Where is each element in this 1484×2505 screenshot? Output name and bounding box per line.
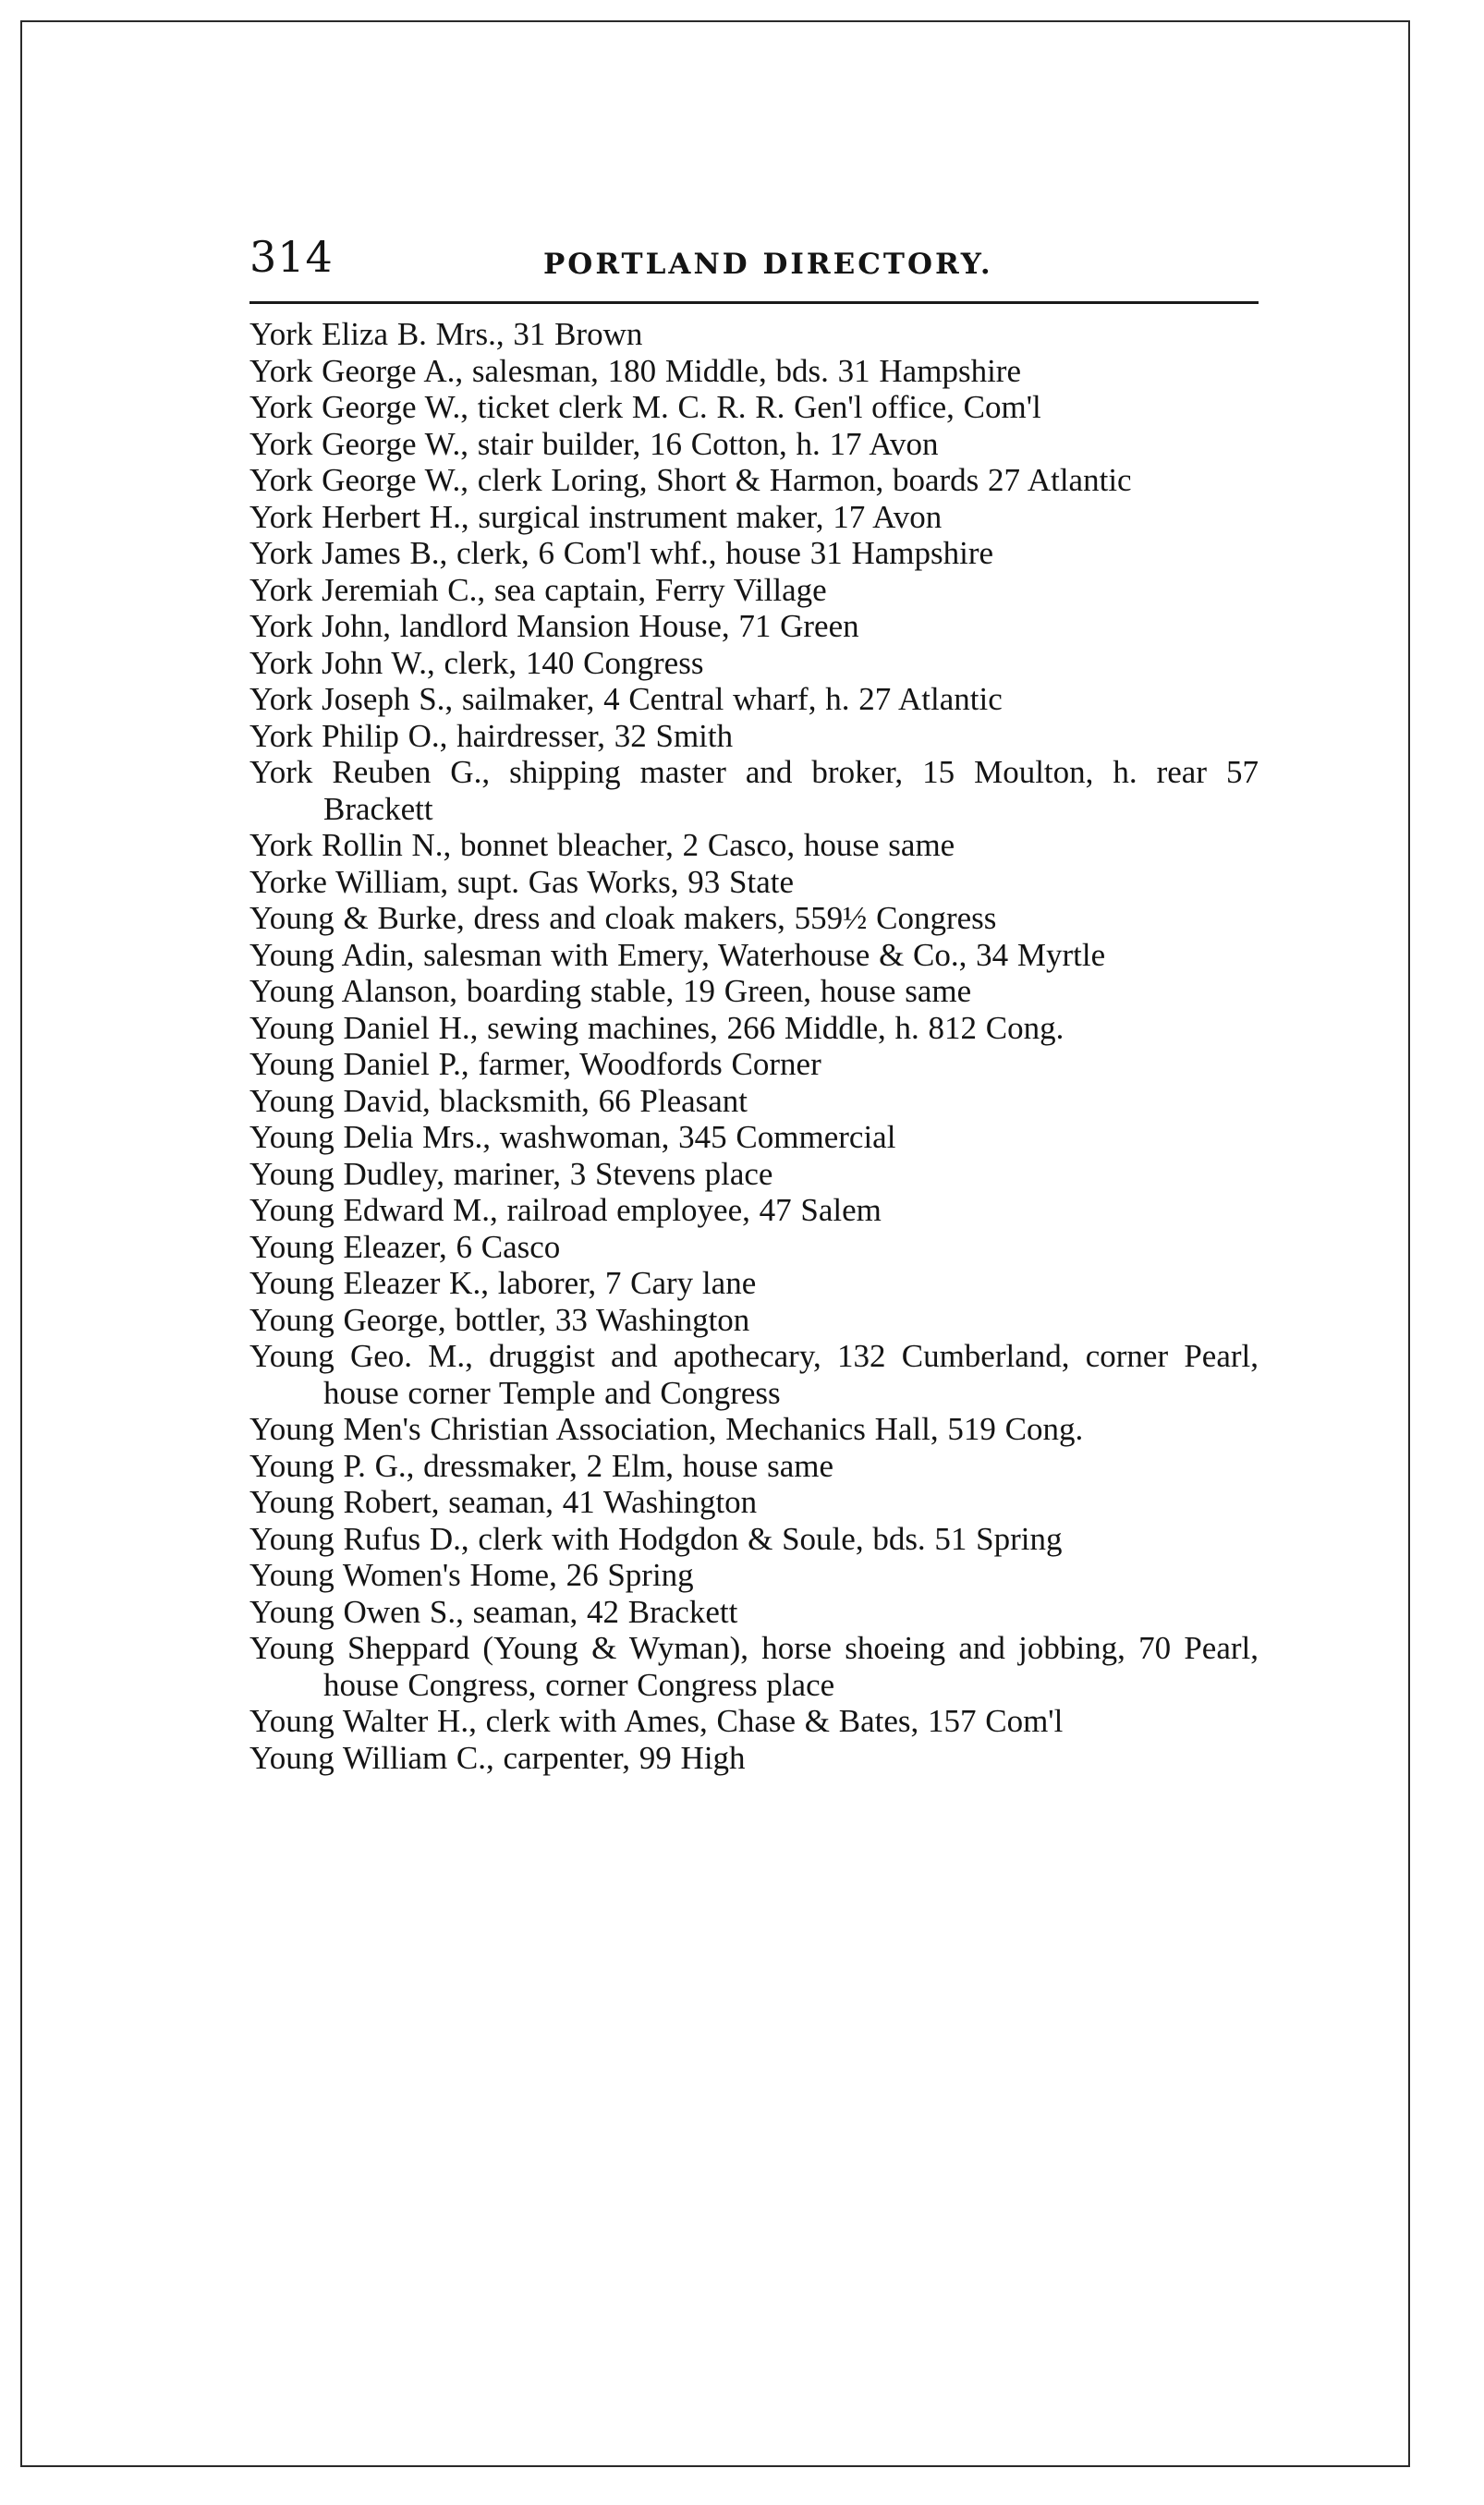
directory-entry: Young George, bottler, 33 Washington (249, 1301, 750, 1338)
directory-entry: Young William C., carpenter, 99 High (249, 1739, 746, 1776)
directory-entry: York Joseph S., sailmaker, 4 Central wharf, h. 27 Atlantic (249, 681, 1003, 717)
directory-entry: Young Adin, salesman with Emery, Waterhouse & Co., 34 Myrtle (249, 936, 1106, 973)
header-rule (249, 301, 1259, 304)
directory-entry: Young Alanson, boarding stable, 19 Green, house same (249, 973, 972, 1009)
directory-entry: York John W., clerk, 140 Congress (249, 644, 704, 681)
directory-entry: Young P. G., dressmaker, 2 Elm, house same (249, 1447, 834, 1484)
directory-entry: York George A., salesman, 180 Middle, bds. 31 Hampshire (249, 352, 1021, 389)
directory-entry: Young Delia Mrs., washwoman, 345 Commercial (249, 1119, 896, 1155)
directory-entry: Young Geo. M., druggist and apothecary, 132 Cumberland, corner Pearl, house corner Temple and Congress (249, 1338, 1259, 1411)
directory-entry: Yorke William, supt. Gas Works, 93 State (249, 863, 795, 900)
directory-entry: Young Walter H., clerk with Ames, Chase & Bates, 157 Com'l (249, 1703, 1064, 1739)
directory-entry: Young David, blacksmith, 66 Pleasant (249, 1082, 748, 1119)
directory-entry: Young Men's Christian Association, Mechanics Hall, 519 Cong. (249, 1411, 1084, 1447)
running-head: PORTLAND DIRECTORY. (543, 248, 993, 281)
directory-entry: Young Edward M., railroad employee, 47 Salem (249, 1192, 882, 1228)
directory-entry: Young Eleazer, 6 Casco (249, 1228, 561, 1265)
directory-entry: Young Sheppard (Young & Wyman), horse shoeing and jobbing, 70 Pearl, house Congress, corner Congress place (249, 1630, 1259, 1703)
directory-entry: York Herbert H., surgical instrument maker, 17 Avon (249, 498, 943, 535)
directory-entry: Young Daniel P., farmer, Woodfords Corner (249, 1046, 821, 1082)
page-header (249, 227, 1259, 288)
directory-entry: York Rollin N., bonnet bleacher, 2 Casco, house same (249, 827, 955, 863)
directory-entry: York Reuben G., shipping master and broker, 15 Moulton, h. rear 57 Brackett (249, 754, 1259, 827)
directory-entry: York John, landlord Mansion House, 71 Green (249, 608, 859, 644)
directory-entry: Young Rufus D., clerk with Hodgdon & Soule, bds. 51 Spring (249, 1520, 1063, 1557)
directory-entry: York George W., clerk Loring, Short & Harmon, boards 27 Atlantic (249, 462, 1132, 498)
directory-entry: York Eliza B. Mrs., 31 Brown (249, 316, 643, 352)
directory-entry: York George W., ticket clerk M. C. R. R. Gen'l office, Com'l (249, 389, 1041, 425)
directory-listing (249, 316, 1259, 1776)
page-number: 314 (249, 232, 334, 282)
directory-entry: Young Dudley, mariner, 3 Stevens place (249, 1155, 773, 1192)
directory-entry: York Philip O., hairdresser, 32 Smith (249, 717, 734, 754)
directory-entry: Young Eleazer K., laborer, 7 Cary lane (249, 1265, 757, 1301)
directory-entry: Young Daniel H., sewing machines, 266 Middle, h. 812 Cong. (249, 1009, 1064, 1046)
directory-entry: York George W., stair builder, 16 Cotton, h. 17 Avon (249, 425, 939, 462)
directory-entry: Young Women's Home, 26 Spring (249, 1557, 694, 1593)
directory-entry: Young Robert, seaman, 41 Washington (249, 1484, 758, 1520)
directory-entry: York James B., clerk, 6 Com'l whf., house 31 Hampshire (249, 535, 994, 571)
directory-entry: Young & Burke, dress and cloak makers, 559½ Congress (249, 900, 997, 936)
directory-entry: York Jeremiah C., sea captain, Ferry Village (249, 571, 827, 608)
directory-entry: Young Owen S., seaman, 42 Brackett (249, 1593, 738, 1630)
